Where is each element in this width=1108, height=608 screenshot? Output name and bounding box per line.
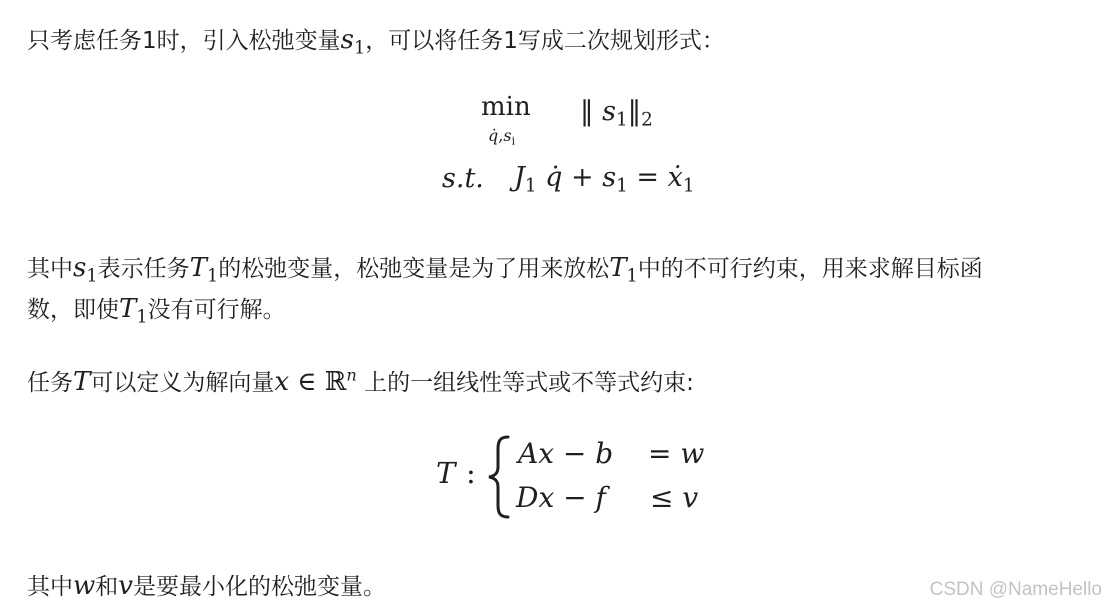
constraint-equation: $J_1$ q̇ + $s_1$ = ẋ$_1$: [514, 162, 695, 197]
math-w: w: [73, 571, 96, 601]
row2-lhs: Dx − f: [516, 481, 606, 514]
row1-lhs: Ax − b: [518, 437, 614, 470]
intro-text-b: ，可以将任务1写成二次规划形式：: [365, 28, 725, 54]
left-brace-icon: [486, 435, 514, 519]
math-T1-a: $T_1$: [189, 253, 219, 287]
objective: ‖ $s_1‖_2$: [580, 96, 653, 131]
math-v: v: [118, 571, 133, 601]
paragraph-task-definition: 任务T可以定义为解向量x ∈ ℝ$^n$ 上的一组线性等式或不等式约束:: [27, 365, 694, 397]
math-s1-inline: $s_1$: [73, 253, 98, 287]
min-operator: min: [481, 92, 531, 122]
row1-rel: = w: [648, 437, 705, 470]
math-T1-c: $T_1$: [119, 294, 148, 328]
paragraph-slack-w-v: 其中w和v是要最小化的松弛变量。: [27, 571, 386, 601]
intro-text-a: 只考虑任务1时，引入松弛变量: [27, 28, 341, 54]
qp-formulation: [0, 0, 1108, 220]
task-T: T: [436, 456, 456, 490]
task-colon: :: [466, 456, 476, 490]
math-s1: $s_1$: [340, 25, 366, 59]
csdn-watermark: CSDN @NameHello: [929, 579, 1102, 600]
row2-rel: ≤ v: [650, 481, 699, 514]
math-T1-b: $T_1$: [609, 253, 638, 287]
math-x-in-Rn: x ∈ ℝ$^n$: [274, 365, 357, 397]
paragraph-slack-explanation-line2: 数，即使$T_1$没有可行解。: [27, 294, 286, 328]
min-subscript: $q̇,s_i$: [488, 126, 516, 148]
math-T: T: [73, 367, 91, 397]
constraint-label: s.t.: [442, 163, 484, 194]
paragraph-slack-explanation: 其中$s_1$表示任务$T_1$的松弛变量，松弛变量是为了用来放松$T_1$中的不可行约束，用来求解目标函: [27, 253, 983, 287]
